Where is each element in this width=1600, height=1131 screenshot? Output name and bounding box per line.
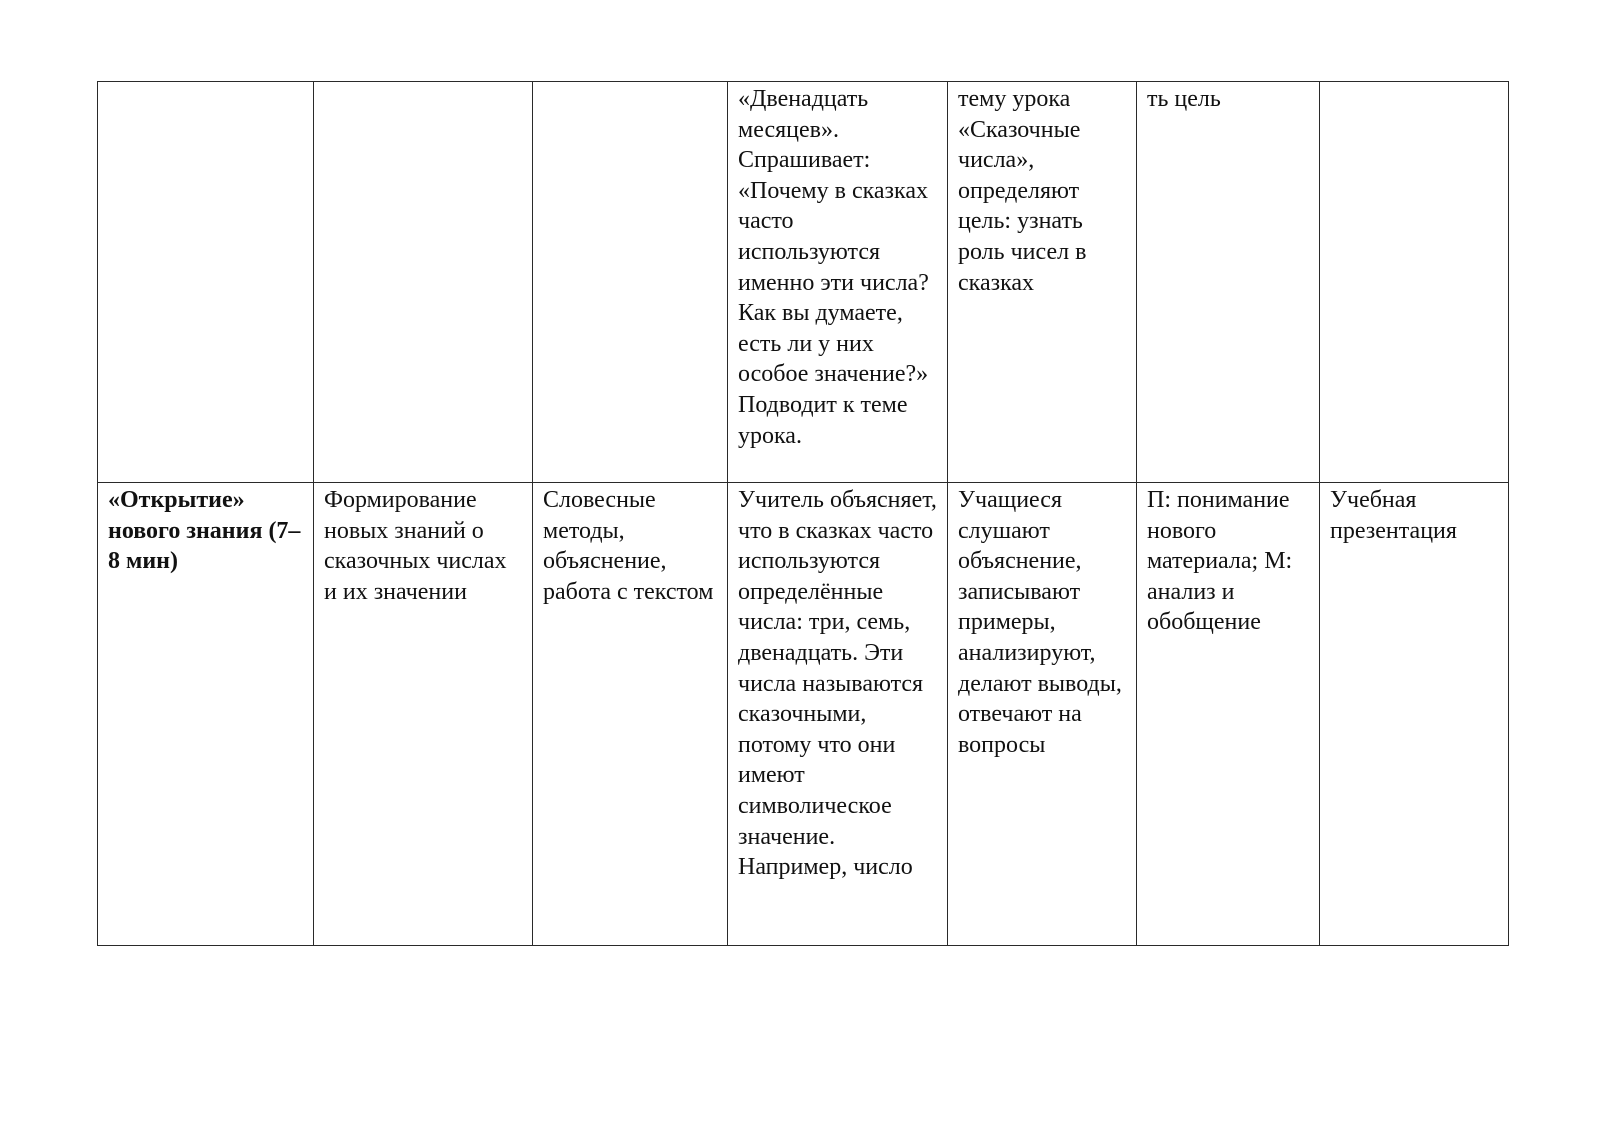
cell-text: Учебная презентация xyxy=(1330,487,1457,544)
table-cell-goals xyxy=(314,483,533,946)
table-row xyxy=(98,483,1509,946)
table-cell-goals xyxy=(314,82,533,483)
cell-text: Словесные методы, объяснение, работа с текстом xyxy=(543,487,714,605)
table-cell-student-activity xyxy=(948,82,1137,483)
table-cell-resources xyxy=(1320,82,1509,483)
table-cell-teacher-activity xyxy=(728,483,948,946)
table-cell-methods xyxy=(533,82,728,483)
table-cell-resources xyxy=(1320,483,1509,946)
cell-text: ть цель xyxy=(1147,86,1221,112)
lesson-plan-table xyxy=(97,81,1509,946)
table-cell-stage xyxy=(98,483,314,946)
cell-text: тему урока «Сказочные числа», определяют цель: узнать роль чисел в сказках xyxy=(958,86,1087,296)
table-cell-stage xyxy=(98,82,314,483)
table-cell-student-activity xyxy=(948,483,1137,946)
cell-text: Формирование новых знаний о сказочных числах и их значении xyxy=(324,487,507,605)
cell-text: Учащиеся слушают объяснение, записывают примеры, анализируют, делают выводы, отвечают на вопросы xyxy=(958,487,1122,758)
cell-text: Учитель объясняет, что в сказках часто используются определённые числа: три, семь, двенадцать. Эти числа называются сказочными, потому что они имеют символическое значение. Например, число xyxy=(738,487,937,881)
table-cell-teacher-activity xyxy=(728,82,948,483)
cell-text: «Двенадцать месяцев». Спрашивает: «Почему в сказках часто используются именно эти числа? Как вы думаете, есть ли у них особое значение?» Подводит к теме урока. xyxy=(738,86,929,449)
table-cell-learning-outcomes xyxy=(1137,483,1320,946)
table-row xyxy=(98,82,1509,483)
stage-title: «Открытие» нового знания (7–8 мин) xyxy=(108,487,301,575)
table-cell-methods xyxy=(533,483,728,946)
cell-text: П: понимание нового материала; М: анализ и обобщение xyxy=(1147,487,1293,636)
table-cell-learning-outcomes xyxy=(1137,82,1320,483)
